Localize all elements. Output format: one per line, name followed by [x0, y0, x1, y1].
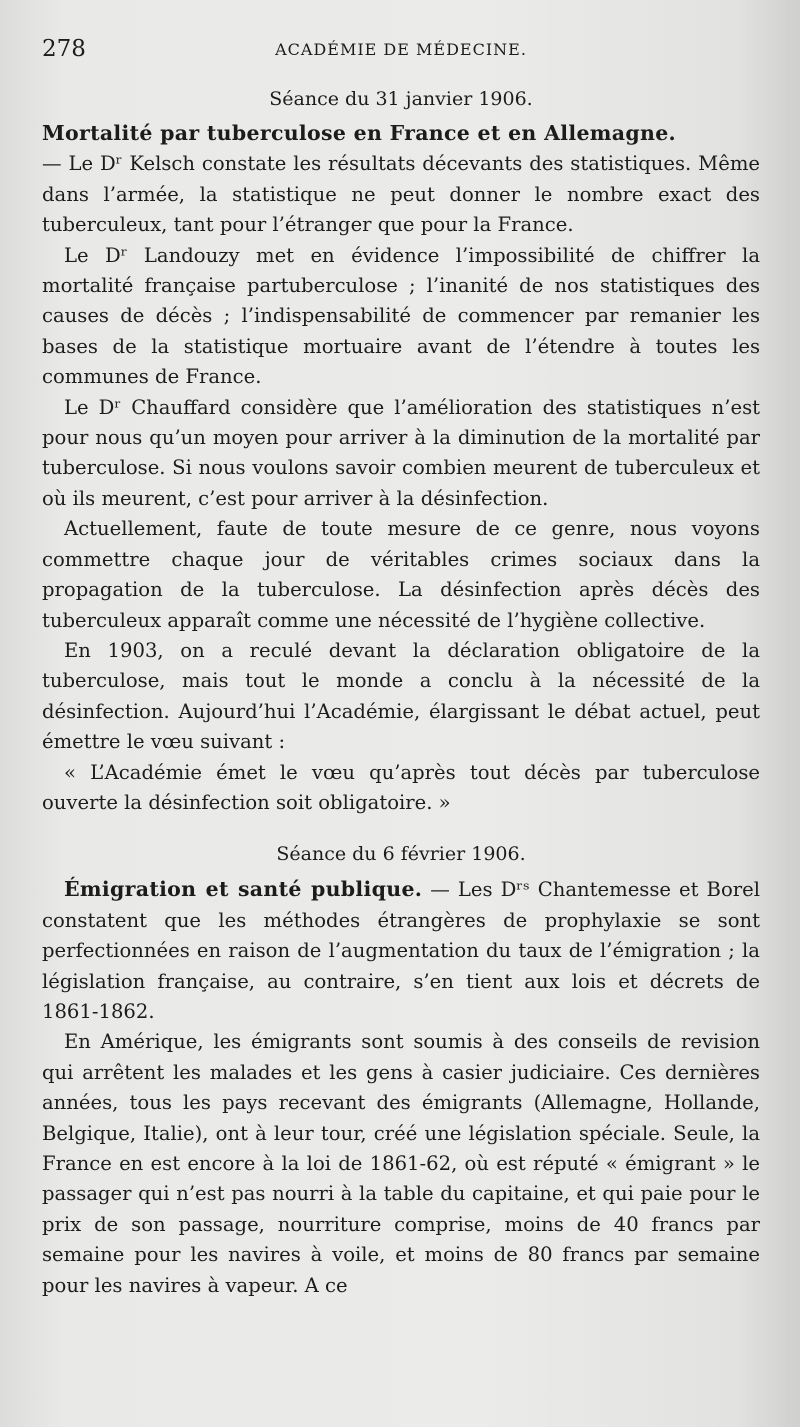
seance-heading-1: Séance du 31 janvier 1906. [269, 88, 533, 110]
paragraph-text: — Le Dʳ Kelsch constate les résultats décevants des statistiques. Même dans l’armée, la statistique ne peut donner le nombre exact des tuberculeux, tant pour l’étranger que pour la France. [42, 152, 760, 237]
section-title-emigration: Émigration et santé publique. [64, 877, 423, 902]
paragraph-voeu: « L’Académie émet le vœu qu’après tout décès par tuberculose ouverte la désinfection soit obligatoire. » [42, 760, 760, 814]
paragraph-chauffard: Le Dʳ Chauffard considère que l’amélioration des statistiques n’est pour nous qu’un moyen pour arriver à la diminution de la mortalité par tuberculose. Si nous voulons savoir combien meurent de tuberculeux et où ils meurent, c’est pour arriver à la désinfection. [42, 395, 760, 510]
paragraph-1903: En 1903, on a reculé devant la déclaration obligatoire de la tuberculose, mais tout le monde a conclu à la nécessité de la désinfection. Aujourd’hui l’Académie, élargissant le débat actuel, peut émettre le vœu suivant : [42, 638, 760, 754]
running-title: ACADÉMIE DE MÉDECINE. [275, 40, 527, 59]
seance-heading-2: Séance du 6 février 1906. [276, 843, 526, 866]
paragraph-actuellement: Actuellement, faute de toute mesure de ce genre, nous voyons commettre chaque jour de véritables crimes sociaux dans la propagation de la tuberculose. La désinfection après décès des tuberculeux apparaît comme une nécessité de l’hygiène collective. [42, 517, 760, 632]
paragraph-text: — Les Dʳˢ Chantemesse et Borel constatent que les méthodes étrangères de prophylaxie se sont perfectionnées en raison de l’augmentation du taux de l’émigration ; la législation française, au contraire, s’en tient aux lois et décrets de 1861-1862. [42, 878, 760, 1023]
section-title-mortalite: Mortalité par tuberculose en France et en Allemagne. [42, 121, 676, 145]
paragraph-amerique: En Amérique, les émigrants sont soumis à des conseils de revision qui arrêtent les malades et les gens à casier judiciaire. Ces dernières années, tous les pays recevant des émigrants (Allemagne, Hollande, Belgique, Italie), ont à leur tour, créé une législation spéciale. Seule, la France en est encore à la loi de 1861-62, où est réputé « émigrant » le passager qui n’est pas nourri à la table du capitaine, et qui paie pour le prix de son passage, nourriture comprise, moins de 40 francs par semaine pour les navires à voile, et moins de 80 francs par semaine pour les navires à vapeur. A ce [42, 1030, 760, 1297]
paragraph-mortalite-kelsch [42, 118, 760, 241]
page-header [42, 30, 760, 78]
paragraph-landouzy: Le Dʳ Landouzy met en évidence l’impossibilité de chiffrer la mortalité française partuberculose ; l’inanité de nos statistiques des causes de décès ; l’indispensabilité de commencer par remanier les bases de la statistique mortuaire avant de l’étendre à toutes les communes de France. [42, 243, 760, 389]
paragraph-emigration [42, 874, 760, 1027]
page-number: 278 [42, 36, 86, 62]
